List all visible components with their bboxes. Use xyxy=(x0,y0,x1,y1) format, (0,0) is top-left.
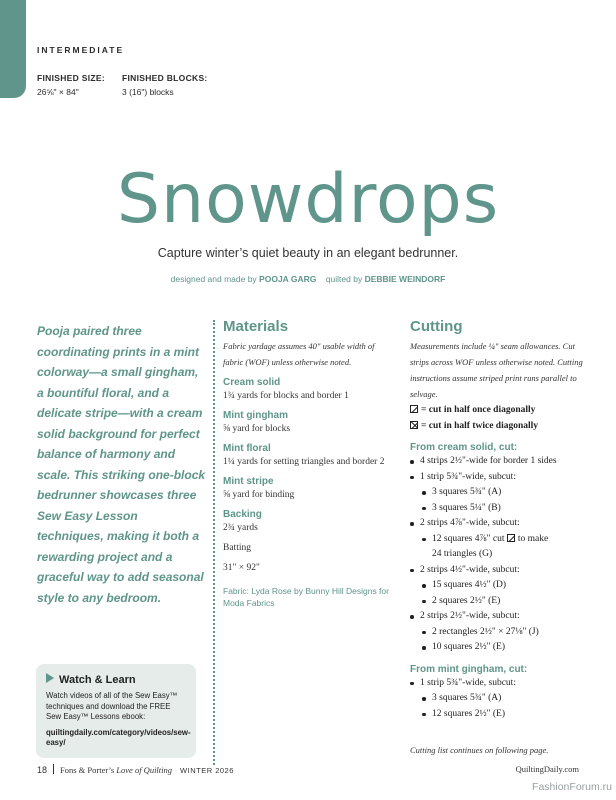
cut-subitem xyxy=(410,485,590,501)
subtitle: Capture winter’s quiet beauty in an elegant bedrunner. xyxy=(157,246,459,260)
cut-subitem xyxy=(410,625,590,641)
column-divider xyxy=(213,320,215,765)
material-item xyxy=(223,475,393,502)
bullet-icon xyxy=(422,646,426,650)
bullet-icon xyxy=(422,584,426,588)
cut-item xyxy=(410,676,590,692)
watch-text: Watch videos of all of the Sew Easy™ techniques and download the FREE Sew Easy™ Lessons ebook: xyxy=(46,691,178,721)
fabric-note: Fabric: Lyda Rose by Bunny Hill Designs for Moda Fabrics xyxy=(223,586,389,608)
cut-subitem xyxy=(410,691,590,707)
footer-left xyxy=(37,764,234,775)
cut-section-heading: From mint gingham, cut: xyxy=(410,663,528,675)
footer-divider xyxy=(53,764,54,774)
cut-item-text: 3 squares 5¾" (A) xyxy=(432,487,502,497)
material-desc: ⅝ yard for blocks xyxy=(223,424,291,434)
bullet-icon xyxy=(410,460,414,464)
continued-note: Cutting list continues on following page. xyxy=(410,745,549,755)
page-title: Snowdrops xyxy=(116,160,500,239)
material-desc: 1¼ yards for setting triangles and border 2 xyxy=(223,457,385,467)
cut-item xyxy=(410,563,590,579)
cut-item-text: 12 squares 2½" (E) xyxy=(432,708,505,719)
cut-section-heading: From cream solid, cut: xyxy=(410,442,518,453)
batting-size: 31" × 92" xyxy=(223,563,260,573)
finished-size-label: FINISHED SIZE: xyxy=(37,73,105,83)
cut-subitem xyxy=(410,578,590,594)
batting-label: Batting xyxy=(223,543,251,553)
finished-blocks-label: FINISHED BLOCKS: xyxy=(122,73,208,83)
credits xyxy=(0,274,616,284)
material-item xyxy=(223,442,393,469)
watch-title-text: Watch & Learn xyxy=(59,674,136,686)
magazine-title: Love of Quilting xyxy=(116,765,173,775)
cut-subitem-continued: 24 triangles (G) xyxy=(432,549,493,559)
finished-size xyxy=(37,71,105,99)
material-name: Mint stripe xyxy=(223,476,274,487)
material-name: Cream solid xyxy=(223,377,281,388)
watch-learn-callout xyxy=(36,664,196,758)
cut-subitem xyxy=(410,501,590,517)
cut-item xyxy=(410,609,590,625)
cut-item-text: to make xyxy=(517,533,549,544)
quilter-name: DEBBIE WEINDORF xyxy=(364,274,446,284)
material-item xyxy=(223,409,393,436)
cut-item xyxy=(410,516,590,532)
bullet-icon xyxy=(410,569,414,573)
materials-note: Fabric yardage assumes 40" usable width of fabric (WOF) unless otherwise noted. xyxy=(223,341,375,367)
cut-item xyxy=(410,454,590,470)
material-desc: 1¾ yards for blocks and border 1 xyxy=(223,391,349,401)
cutting-heading: Cutting xyxy=(410,318,463,335)
intro-text: Pooja paired three coordinating prints in a mint colorway—a small gingham, a bountiful floral, and a delicate stripe—with a cream solid background for perfect balance of harmony and scale. This striking one-block bedrunner showcases three Sew Easy Lesson techniques, making it both a rewarding project and a graceful way to add seasonal style to any bedroom. xyxy=(37,324,206,605)
cut-item-text: 2 rectangles 2½" × 27⅛" (J) xyxy=(432,626,539,637)
material-name: Mint floral xyxy=(223,443,271,454)
material-name: Backing xyxy=(223,509,262,520)
material-desc: 2¾ yards xyxy=(223,523,258,533)
cut-item-text: 12 squares 4⅞" cut xyxy=(432,533,505,544)
legend-twice-text: = cut in half twice diagonally xyxy=(421,421,539,431)
cut-subitem xyxy=(410,532,590,548)
play-icon xyxy=(46,673,54,683)
watermark: FashionForum.ru xyxy=(532,781,612,793)
material-item xyxy=(223,376,393,403)
materials-section xyxy=(223,318,393,609)
page-number: 18 xyxy=(37,765,48,775)
cut-item-text: 1 strip 5¾"-wide, subcut: xyxy=(420,471,516,482)
bullet-icon xyxy=(422,600,426,604)
cut-item-text: 2 strips 2½"-wide, subcut: xyxy=(420,611,520,621)
cut-item-text: 2 strips 4½"-wide, subcut: xyxy=(420,564,520,575)
cut-subitem xyxy=(410,707,590,723)
bullet-icon xyxy=(422,713,426,717)
cut-item-text: 3 squares 5¼" (B) xyxy=(432,502,501,513)
cut-item-text: 1 strip 5¾"-wide, subcut: xyxy=(420,677,516,688)
watch-link[interactable]: quiltingdaily.com/category/videos/sew-easy/ xyxy=(46,727,191,747)
cut-item-text: 2 strips 4⅞"-wide, subcut: xyxy=(420,518,520,528)
cut-item-text: 2 squares 2½" (E) xyxy=(432,595,501,606)
watch-title xyxy=(46,673,186,687)
material-desc: ⅝ yard for binding xyxy=(223,490,295,500)
bullet-icon xyxy=(422,538,426,542)
bullet-icon xyxy=(410,682,414,686)
legend-once-text: = cut in half once diagonally xyxy=(421,405,536,415)
cut-item-text: 15 squares 4½" (D) xyxy=(432,580,507,590)
bullet-icon xyxy=(410,615,414,619)
cutting-note: Measurements include ¼" seam allowances. Cut strips across WOF unless otherwise noted. Cutting instructions assume striped print runs parallel to selvage. xyxy=(410,341,583,399)
cut-subitem xyxy=(410,594,590,610)
bullet-icon xyxy=(410,522,414,526)
designer-name: POOJA GARG xyxy=(259,274,317,284)
material-item xyxy=(223,508,393,535)
magazine-prefix: Fons & Porter’s xyxy=(60,765,117,775)
half-once-icon xyxy=(507,534,515,542)
half-once-icon xyxy=(410,405,418,413)
bullet-icon xyxy=(422,507,426,511)
finished-blocks-value: 3 (16") blocks xyxy=(122,87,174,97)
legend-twice xyxy=(410,419,590,434)
legend-once xyxy=(410,403,590,418)
bullet-icon xyxy=(422,697,426,701)
designed-prefix: designed and made by xyxy=(170,274,260,284)
cut-item-text: 3 squares 5¾" (A) xyxy=(432,693,502,703)
site-url: QuiltingDaily.com xyxy=(515,764,579,774)
finished-size-value: 26⅝" × 84" xyxy=(37,87,79,97)
cutting-section xyxy=(410,318,590,722)
bullet-icon xyxy=(422,491,426,495)
quilted-prefix: quilted by xyxy=(325,274,365,284)
skill-level: INTERMEDIATE xyxy=(37,45,125,55)
cut-subitem xyxy=(410,640,590,656)
side-tab xyxy=(0,0,26,98)
issue: WINTER 2026 xyxy=(180,766,234,775)
materials-heading: Materials xyxy=(223,318,289,335)
bullet-icon xyxy=(410,476,414,480)
bullet-icon xyxy=(422,631,426,635)
finished-blocks xyxy=(122,71,208,99)
cut-item-text: 4 strips 2½"-wide for border 1 sides xyxy=(420,456,557,466)
cut-item-text: 10 squares 2½" (E) xyxy=(432,642,505,652)
half-twice-icon xyxy=(410,421,418,429)
cut-item xyxy=(410,470,590,486)
material-name: Mint gingham xyxy=(223,410,288,421)
